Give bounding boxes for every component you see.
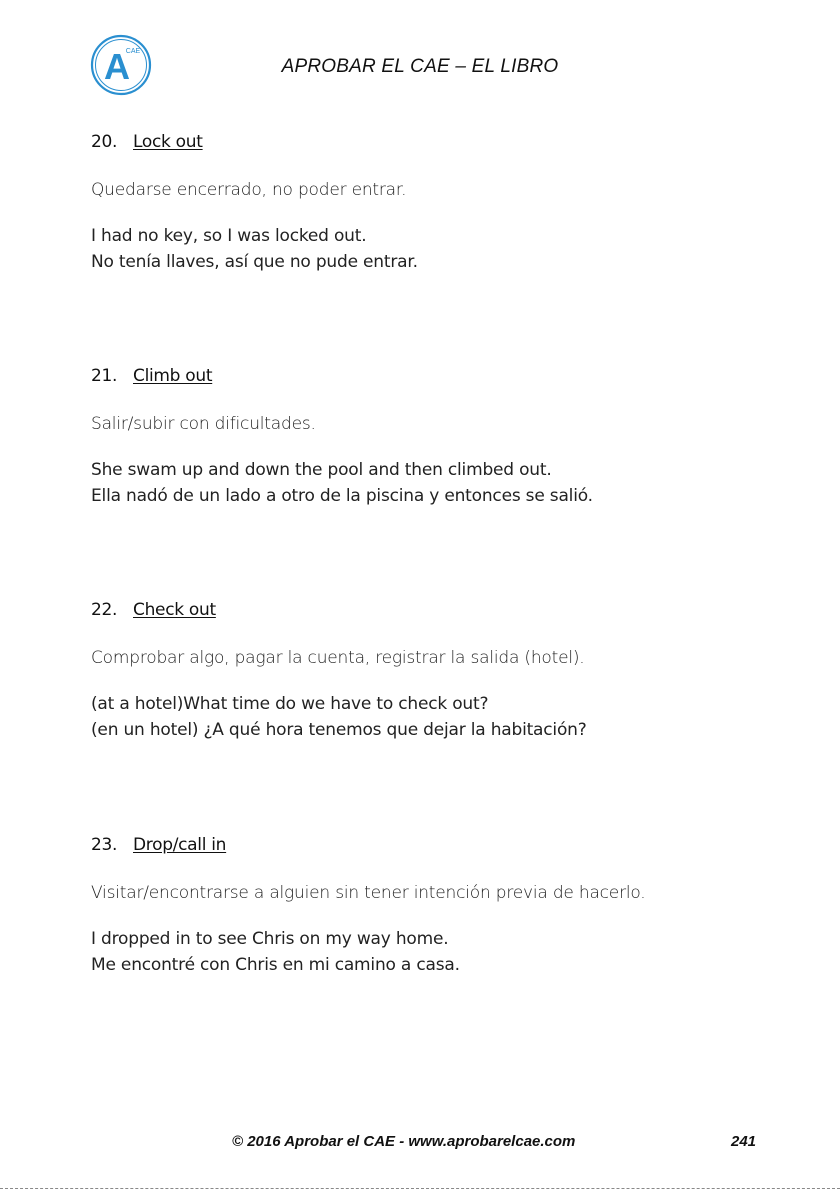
entry-definition: Comprobar algo, pagar la cuenta, registrar la salida (hotel). bbox=[91, 648, 585, 668]
footer-copyright: © 2016 Aprobar el CAE - www.aprobarelcae.com bbox=[232, 1133, 576, 1150]
example-spanish: No tenía llaves, así que no pude entrar. bbox=[91, 252, 418, 272]
example-english: I had no key, so I was locked out. bbox=[91, 226, 367, 246]
entry-number: 22. bbox=[91, 600, 118, 620]
entry-23 bbox=[91, 834, 771, 978]
entry-definition: Quedarse encerrado, no poder entrar. bbox=[91, 180, 407, 200]
entry-term: Drop/call in bbox=[133, 835, 227, 855]
entry-22 bbox=[91, 599, 771, 743]
entry-definition: Visitar/encontrarse a alguien sin tener intención previa de hacerlo. bbox=[91, 883, 646, 903]
entry-heading bbox=[91, 599, 771, 621]
entry-heading bbox=[91, 834, 771, 856]
entry-heading bbox=[91, 131, 771, 153]
example-english: She swam up and down the pool and then climbed out. bbox=[91, 460, 552, 480]
entry-example bbox=[91, 223, 771, 275]
example-spanish: Ella nadó de un lado a otro de la piscina y entonces se salió. bbox=[91, 486, 593, 506]
entry-term: Climb out bbox=[133, 366, 213, 386]
page-number: 241 bbox=[731, 1133, 757, 1150]
entry-example bbox=[91, 926, 771, 978]
bottom-divider bbox=[0, 1188, 840, 1189]
entry-heading bbox=[91, 365, 771, 387]
header-title: APROBAR EL CAE – EL LIBRO bbox=[281, 56, 559, 77]
entry-term: Check out bbox=[133, 600, 216, 620]
entry-definition: Salir/subir con dificultades. bbox=[91, 414, 316, 434]
entry-example bbox=[91, 457, 771, 509]
example-spanish: Me encontré con Chris en mi camino a casa. bbox=[91, 955, 460, 975]
example-english: (at a hotel)What time do we have to check out? bbox=[91, 694, 489, 714]
entry-number: 21. bbox=[91, 366, 118, 386]
example-spanish: (en un hotel) ¿A qué hora tenemos que dejar la habitación? bbox=[91, 720, 587, 740]
entry-number: 23. bbox=[91, 835, 118, 855]
entry-term: Lock out bbox=[133, 132, 203, 152]
entry-number: 20. bbox=[91, 132, 118, 152]
entry-20 bbox=[91, 131, 771, 275]
entry-21 bbox=[91, 365, 771, 509]
example-english: I dropped in to see Chris on my way home. bbox=[91, 929, 449, 949]
entry-example bbox=[91, 691, 771, 743]
logo-letter: A bbox=[104, 46, 130, 87]
logo-small-text: CAE bbox=[125, 48, 141, 55]
